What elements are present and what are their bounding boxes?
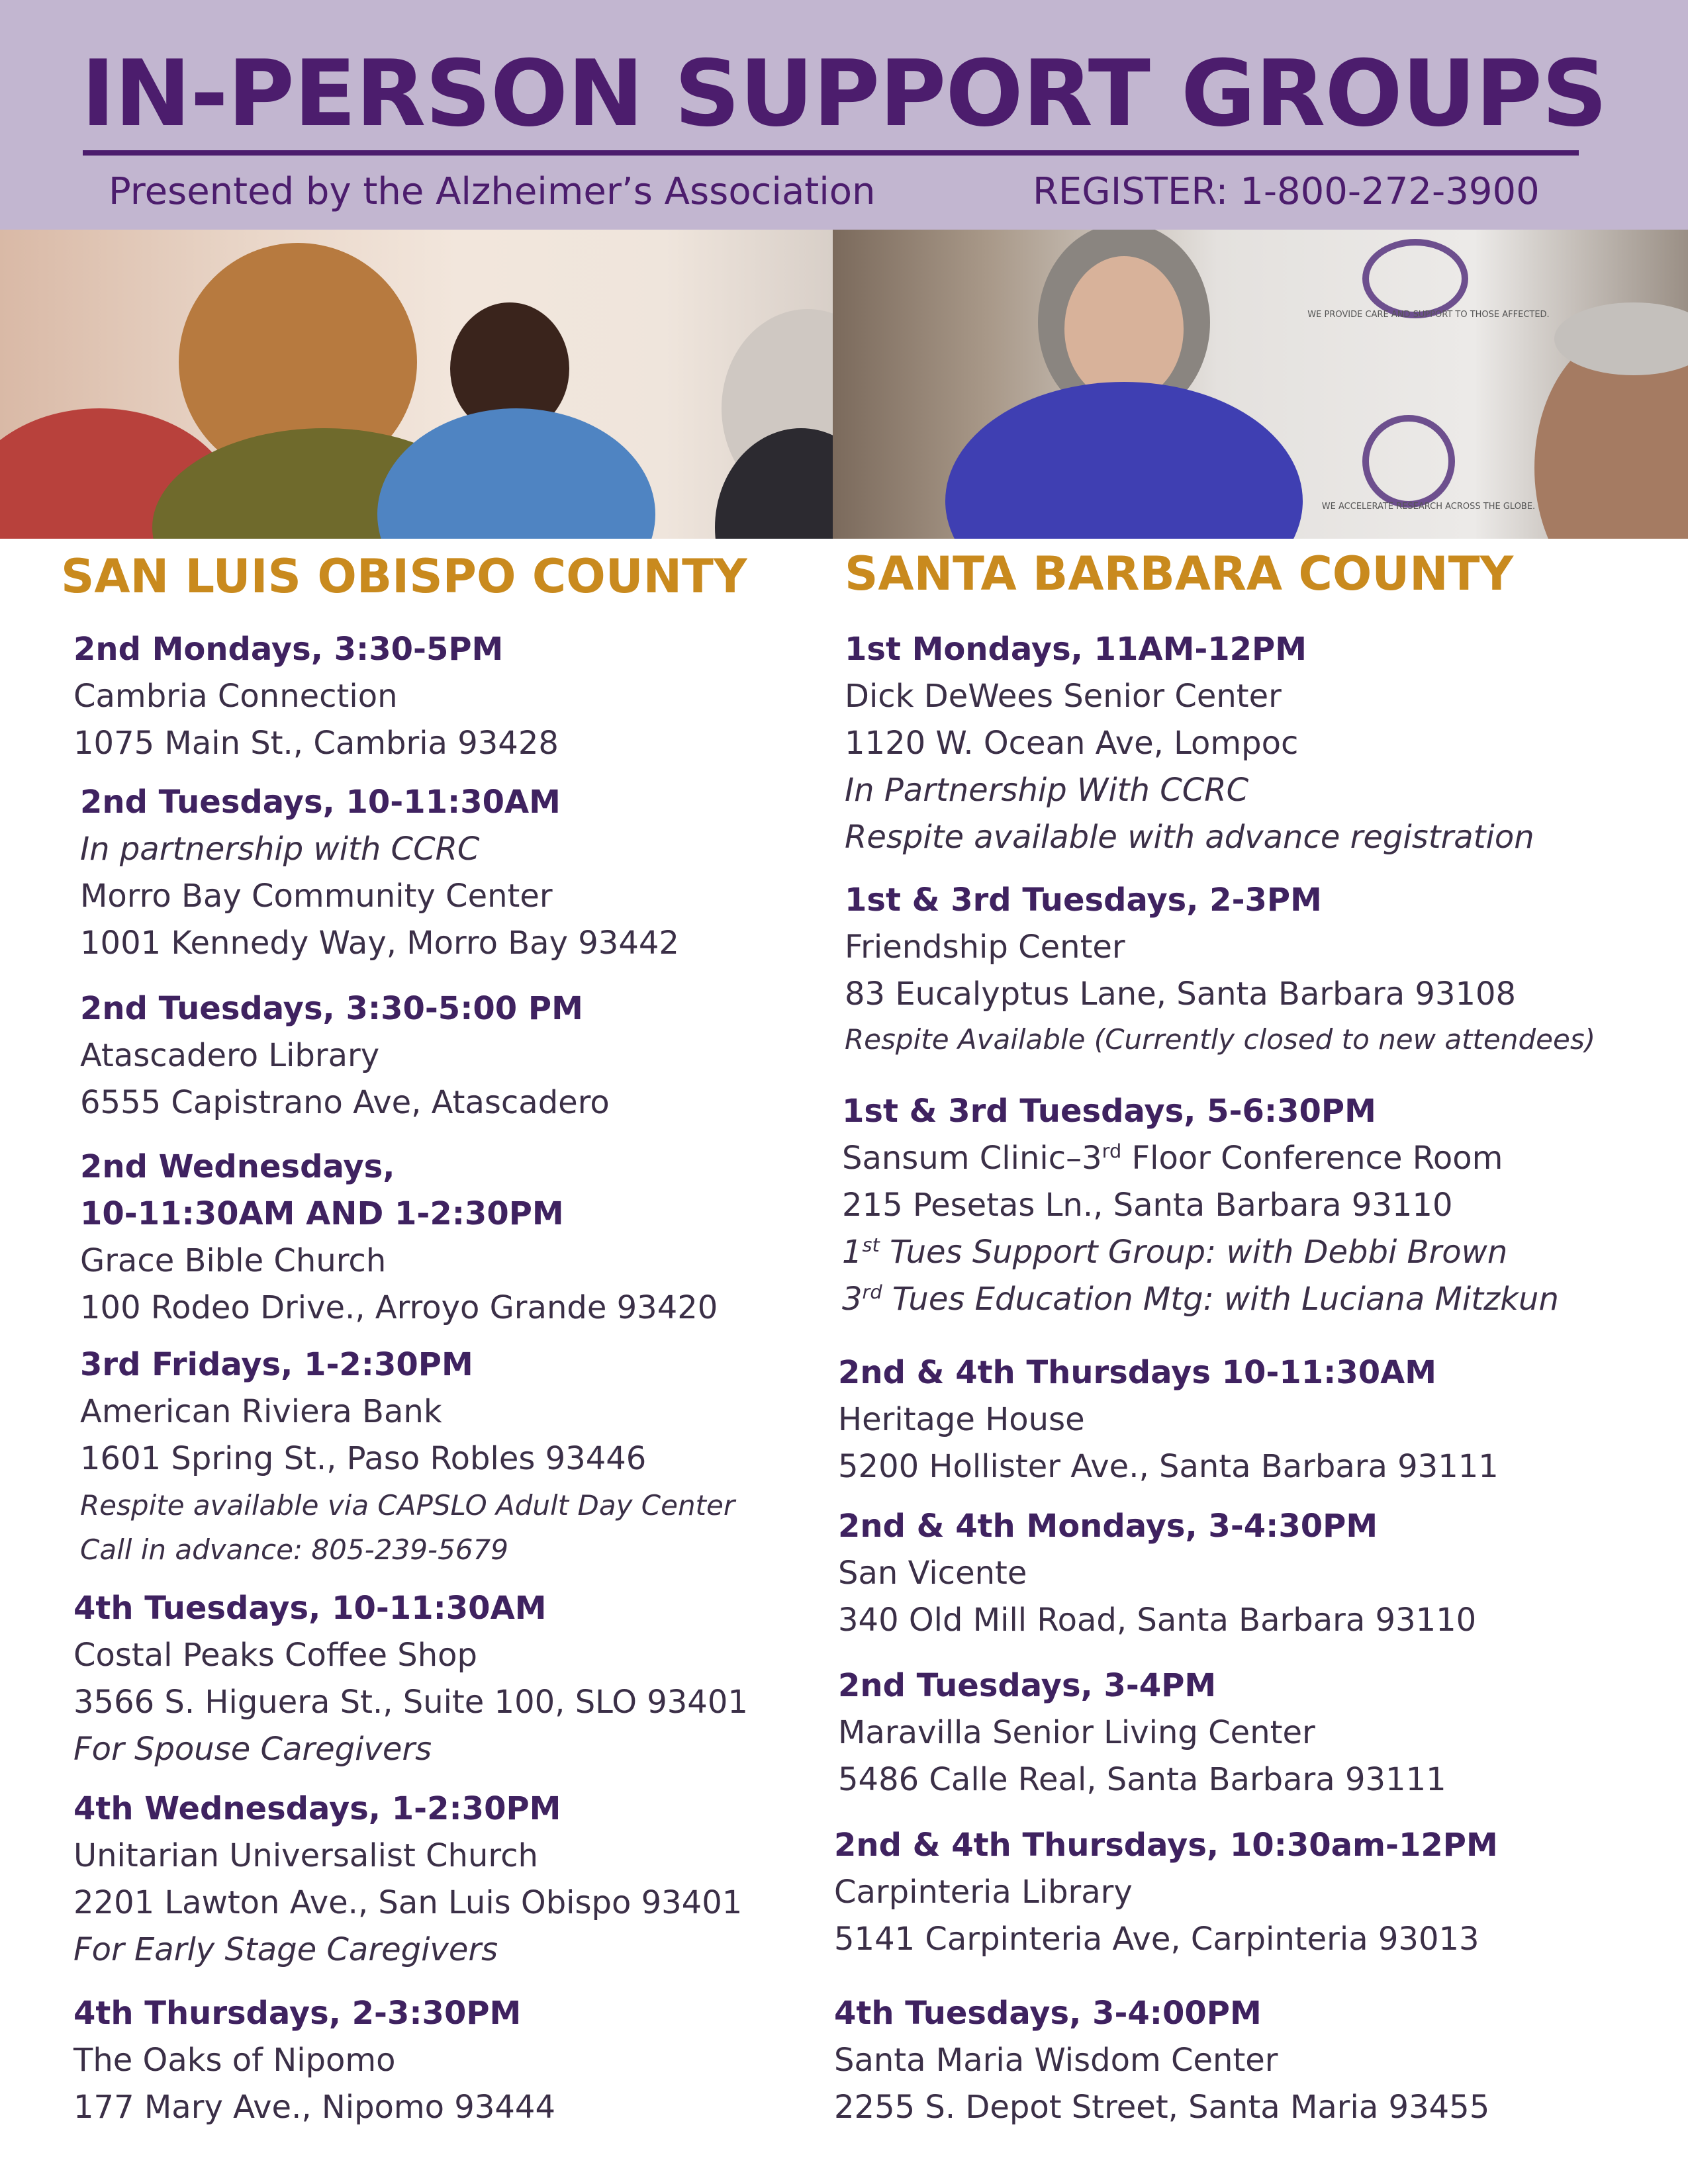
slo-note-6: For Spouse Caregivers [73, 1731, 432, 1768]
sb-note-3a-text: Tues Support Group: with Debbi Brown [879, 1234, 1508, 1271]
photo-shape-blue-shirt [377, 408, 655, 539]
register-phone[interactable]: REGISTER: 1-800-272-3900 [1033, 170, 1540, 213]
sb-address-3: 215 Pesetas Ln., Santa Barbara 93110 [842, 1187, 1453, 1224]
slo-schedule-4b: 10-11:30AM AND 1-2:30PM [80, 1195, 564, 1232]
slo-note-5b[interactable]: Call in advance: 805-239-5679 [80, 1533, 508, 1566]
slo-venue-2: Morro Bay Community Center [80, 878, 553, 915]
sb-note-3b-text: Tues Education Mtg: with Luciana Mitzkun [882, 1281, 1559, 1318]
slo-venue-1: Cambria Connection [73, 678, 398, 715]
sb-venue-3-part2: Floor Conference Room [1121, 1140, 1503, 1177]
sb-note-3b-ordinal: rd [862, 1281, 882, 1303]
sb-venue-3 [842, 1138, 1503, 1178]
photo-shape-woman-face [1064, 256, 1184, 402]
slo-schedule-8: 4th Thursdays, 2-3:30PM [73, 1995, 522, 2032]
sb-note-3b [842, 1279, 1559, 1319]
slo-address-5: 1601 Spring St., Paso Robles 93446 [80, 1440, 647, 1477]
county-heading-sb: SANTA BARBARA COUNTY [845, 547, 1514, 601]
slo-note-5a: Respite available via CAPSLO Adult Day Center [80, 1489, 735, 1522]
slo-address-7: 2201 Lawton Ave., San Luis Obispo 93401 [73, 1884, 743, 1921]
sb-note-1a: In Partnership With CCRC [845, 772, 1249, 809]
slo-note-7: For Early Stage Caregivers [73, 1931, 498, 1968]
sb-address-6: 5486 Calle Real, Santa Barbara 93111 [838, 1761, 1446, 1798]
sb-schedule-1: 1st Mondays, 11AM-12PM [845, 631, 1307, 668]
slo-address-6: 3566 S. Higuera St., Suite 100, SLO 93401 [73, 1684, 748, 1721]
sb-venue-3-part1: Sansum Clinic–3 [842, 1140, 1102, 1177]
sb-schedule-7: 2nd & 4th Thursdays, 10:30am-12PM [834, 1827, 1498, 1864]
slo-venue-8: The Oaks of Nipomo [73, 2042, 396, 2079]
slo-schedule-4a: 2nd Wednesdays, [80, 1148, 395, 1185]
header-band [0, 0, 1688, 230]
presented-by: Presented by the Alzheimer’s Association [109, 170, 876, 213]
slo-schedule-6: 4th Tuesdays, 10-11:30AM [73, 1590, 547, 1627]
sb-venue-1: Dick DeWees Senior Center [845, 678, 1282, 715]
slo-schedule-7: 4th Wednesdays, 1-2:30PM [73, 1790, 561, 1827]
sb-venue-3-ordinal: rd [1102, 1140, 1122, 1162]
slo-address-3: 6555 Capistrano Ave, Atascadero [80, 1084, 610, 1121]
sb-venue-8: Santa Maria Wisdom Center [834, 2042, 1278, 2079]
slo-schedule-3: 2nd Tuesdays, 3:30-5:00 PM [80, 990, 583, 1027]
sb-address-1: 1120 W. Ocean Ave, Lompoc [845, 725, 1299, 762]
heart-icon [1362, 239, 1468, 318]
sb-venue-6: Maravilla Senior Living Center [838, 1714, 1315, 1751]
sb-schedule-4: 2nd & 4th Thursdays 10-11:30AM [838, 1354, 1437, 1391]
photo-support-group-left [0, 230, 833, 539]
sign-text-top: WE PROVIDE CARE AND SUPPORT TO THOSE AFFECTED. [1307, 310, 1550, 320]
slo-address-4: 100 Rodeo Drive., Arroyo Grande 93420 [80, 1289, 718, 1326]
slo-venue-5: American Riviera Bank [80, 1393, 442, 1430]
slo-note-2: In partnership with CCRC [80, 831, 480, 868]
slo-venue-3: Atascadero Library [80, 1037, 380, 1074]
sb-schedule-2: 1st & 3rd Tuesdays, 2-3PM [845, 882, 1322, 919]
sign-text-bottom: WE ACCELERATE RESEARCH ACROSS THE GLOBE. [1321, 502, 1536, 512]
county-heading-slo: SAN LUIS OBISPO COUNTY [61, 549, 747, 604]
sb-venue-7: Carpinteria Library [834, 1874, 1133, 1911]
slo-schedule-1: 2nd Mondays, 3:30-5PM [73, 631, 504, 668]
sb-address-4: 5200 Hollister Ave., Santa Barbara 93111 [838, 1448, 1499, 1485]
sb-note-3a-num: 1 [842, 1234, 863, 1271]
slo-address-8: 177 Mary Ave., Nipomo 93444 [73, 2089, 555, 2126]
sb-address-8: 2255 S. Depot Street, Santa Maria 93455 [834, 2089, 1490, 2126]
slo-address-2: 1001 Kennedy Way, Morro Bay 93442 [80, 925, 679, 962]
title-underline [83, 150, 1579, 156]
slo-schedule-5: 3rd Fridays, 1-2:30PM [80, 1346, 473, 1383]
slo-venue-6: Costal Peaks Coffee Shop [73, 1637, 477, 1674]
sb-address-7: 5141 Carpinteria Ave, Carpinteria 93013 [834, 1921, 1479, 1958]
slo-schedule-2: 2nd Tuesdays, 10-11:30AM [80, 784, 561, 821]
sb-schedule-6: 2nd Tuesdays, 3-4PM [838, 1667, 1217, 1704]
sb-note-3b-num: 3 [842, 1281, 863, 1318]
sb-schedule-3: 1st & 3rd Tuesdays, 5-6:30PM [842, 1093, 1376, 1130]
page-title: IN-PERSON SUPPORT GROUPS [81, 40, 1607, 147]
sb-schedule-8: 4th Tuesdays, 3-4:00PM [834, 1995, 1262, 2032]
sb-address-5: 340 Old Mill Road, Santa Barbara 93110 [838, 1602, 1477, 1639]
sb-note-3a-ordinal: st [862, 1234, 880, 1256]
sb-address-2: 83 Eucalyptus Lane, Santa Barbara 93108 [845, 976, 1517, 1013]
sb-venue-4: Heritage House [838, 1401, 1085, 1438]
slo-address-1: 1075 Main St., Cambria 93428 [73, 725, 559, 762]
slo-venue-4: Grace Bible Church [80, 1242, 387, 1279]
sb-venue-2: Friendship Center [845, 929, 1125, 966]
sb-note-2: Respite Available (Currently closed to new attendees) [845, 1023, 1596, 1056]
photo-support-group-right [833, 230, 1688, 539]
sb-note-3a [842, 1232, 1507, 1272]
slo-venue-7: Unitarian Universalist Church [73, 1837, 538, 1874]
sb-note-1b: Respite available with advance registration [845, 819, 1534, 856]
photo-shape-blue-blouse [945, 382, 1303, 539]
globe-icon [1362, 415, 1455, 508]
sb-venue-5: San Vicente [838, 1555, 1027, 1592]
sb-schedule-5: 2nd & 4th Mondays, 3-4:30PM [838, 1508, 1378, 1545]
